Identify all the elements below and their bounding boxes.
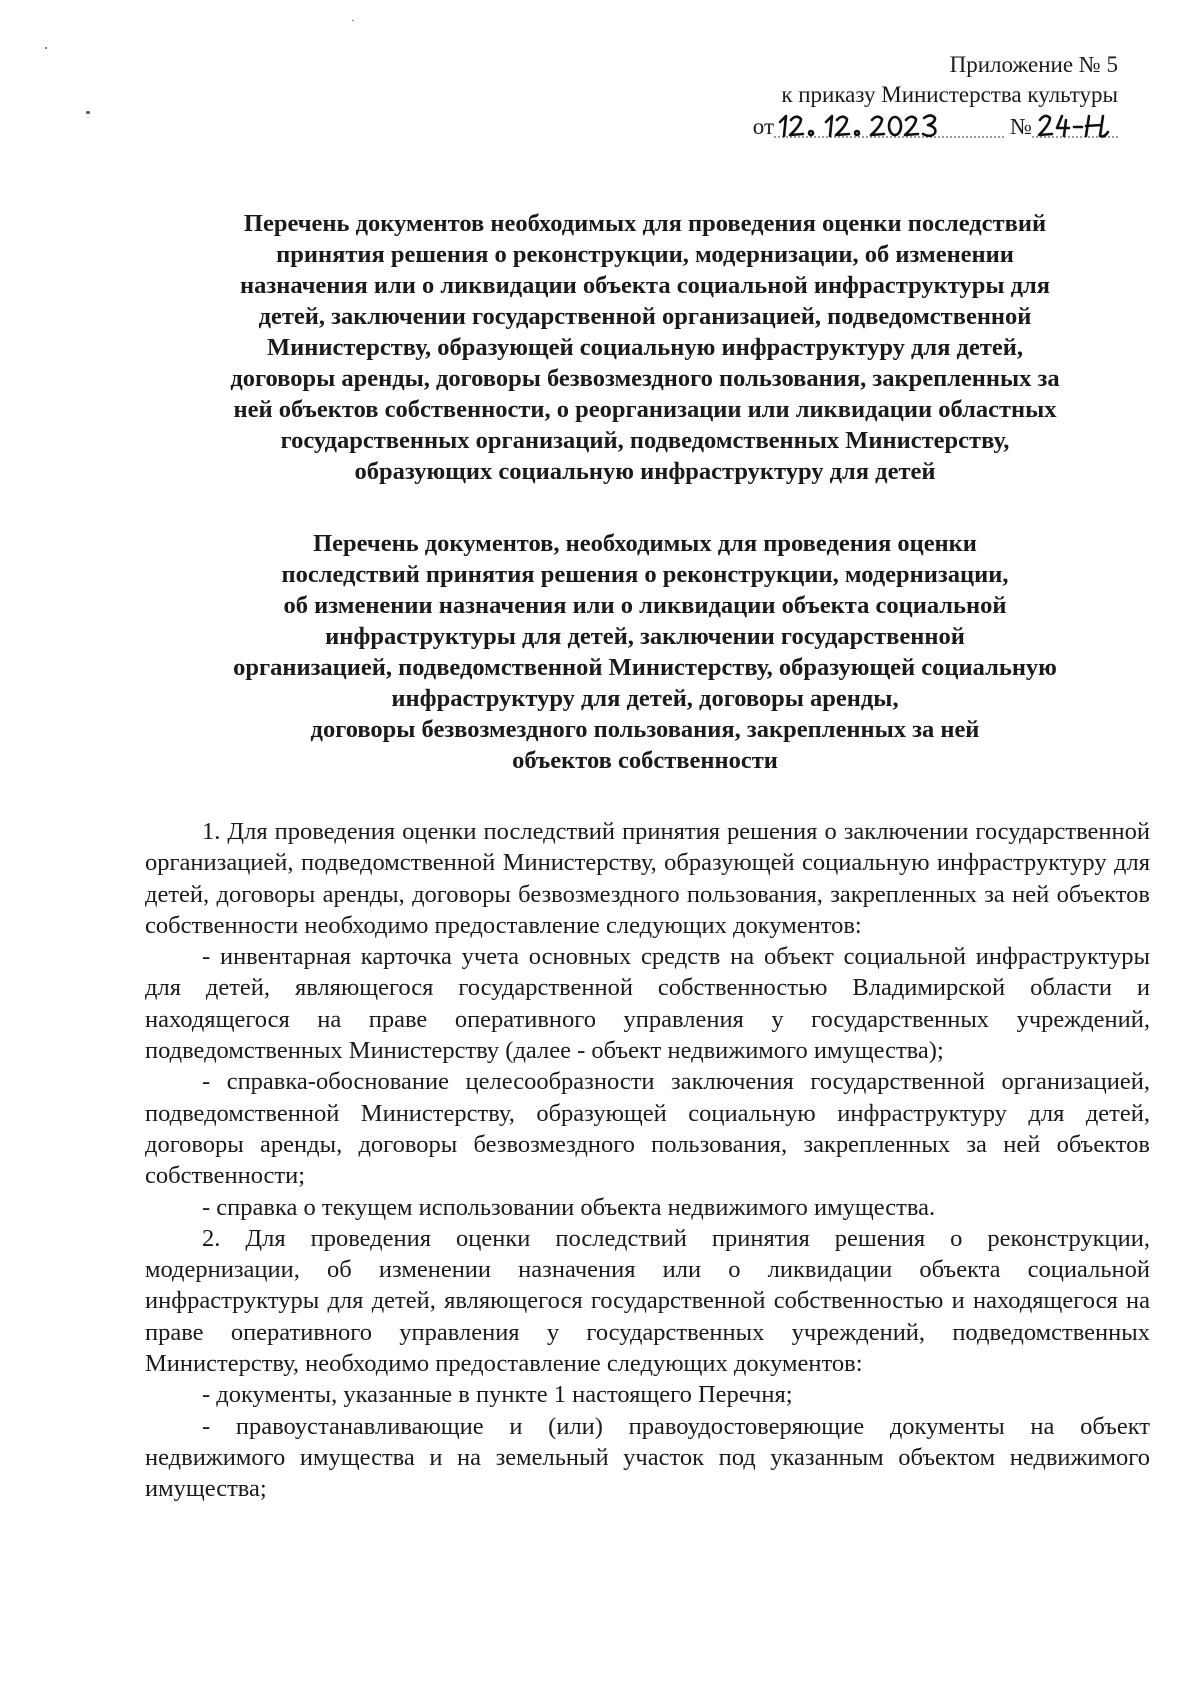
appendix-block — [753, 50, 1118, 142]
list-item: - справка-обоснование целесообразности заключения государственной организацией, подведомственной Министерству, образующей социальную инфраструктуру для детей, договоры аренды, договоры безвозмездного пользования, закрепленных за ней объектов собственности; — [145, 1068, 1150, 1190]
title-line: последствий принятия решения о реконструкции, модернизации, — [281, 561, 1009, 588]
order-reference: к приказу Министерства культуры — [781, 82, 1118, 107]
scan-speck — [86, 111, 90, 114]
document-title — [145, 208, 1145, 487]
list-item: - инвентарная карточка учета основных средств на объект социальной инфраструктуры для детей, являющегося государственной собственностью Владимирской области и находящегося на праве оперативного управления у государственных учреждений, подведомственных Министерству (далее - объект недвижимого имущества); — [145, 943, 1150, 1065]
list-item: - документы, указанные в пункте 1 настоящего Перечня; — [202, 1381, 793, 1409]
order-date-number-line — [753, 110, 1118, 142]
title-line: принятия решения о реконструкции, модернизации, об изменении — [276, 241, 1014, 268]
title-line: Перечень документов, необходимых для проведения оценки — [313, 530, 977, 557]
title-line: образующих социальную инфраструктуру для детей — [354, 458, 936, 485]
date-prefix: от — [752, 114, 775, 139]
title-line: инфраструктуру для детей, договоры аренды, — [391, 685, 899, 712]
handwritten-number — [1032, 110, 1118, 142]
scan-speck — [352, 20, 354, 21]
list-item: - справка о текущем использовании объекта недвижимого имущества. — [202, 1193, 936, 1221]
title-line: организацией, подведомственной Министерству, образующей социальную — [233, 654, 1057, 681]
number-sign: № — [1010, 114, 1032, 139]
title-line: Перечень документов необходимых для проведения оценки последствий — [243, 210, 1047, 237]
appendix-label: Приложение № 5 — [949, 52, 1118, 77]
title-line: договоры безвозмездного пользования, закрепленных за ней — [310, 716, 980, 743]
document-body — [145, 816, 1150, 1505]
scan-speck — [45, 47, 47, 49]
paragraph-item-1: 1. Для проведения оценки последствий принятия решения о заключении государственной организацией, подведомственной Министерству, образующей социальную инфраструктуру для детей, договоры аренды, договоры безвозмездного пользования, закрепленных за ней объектов собственности необходимо предоставление следующих документов: — [145, 818, 1150, 939]
title-line: ней объектов собственности, о реорганизации или ликвидации областных — [233, 396, 1057, 423]
handwritten-date — [774, 110, 1004, 142]
title-line: инфраструктуры для детей, заключении государственной — [325, 623, 965, 650]
title-line: об изменении назначения или о ликвидации объекта социальной — [283, 592, 1007, 619]
title-line: детей, заключении государственной организацией, подведомственной — [258, 303, 1032, 330]
paragraph-item-2: 2. Для проведения оценки последствий принятия решения о реконструкции, модернизации, об изменении назначения или о ликвидации объекта социальной инфраструктуры для детей, являющегося государственной собственностью и находящегося на праве оперативного управления у государственных учреждений, подведомственных Министерству, необходимо предоставление следующих документов: — [145, 1224, 1150, 1378]
title-line: договоры аренды, договоры безвозмездного пользования, закрепленных за — [230, 365, 1060, 392]
section-title — [145, 528, 1145, 776]
title-line: Министерству, образующей социальную инфраструктуру для детей, — [267, 334, 1023, 361]
list-item: - правоустанавливающие и (или) правоудостоверяющие документы на объект недвижимого имущества и на земельный участок под указанным объектом недвижимого имущества; — [145, 1412, 1150, 1503]
title-line: объектов собственности — [512, 747, 778, 774]
title-line: назначения или о ликвидации объекта социальной инфраструктуры для — [240, 272, 1050, 299]
title-line: государственных организаций, подведомственных Министерству, — [280, 427, 1010, 454]
